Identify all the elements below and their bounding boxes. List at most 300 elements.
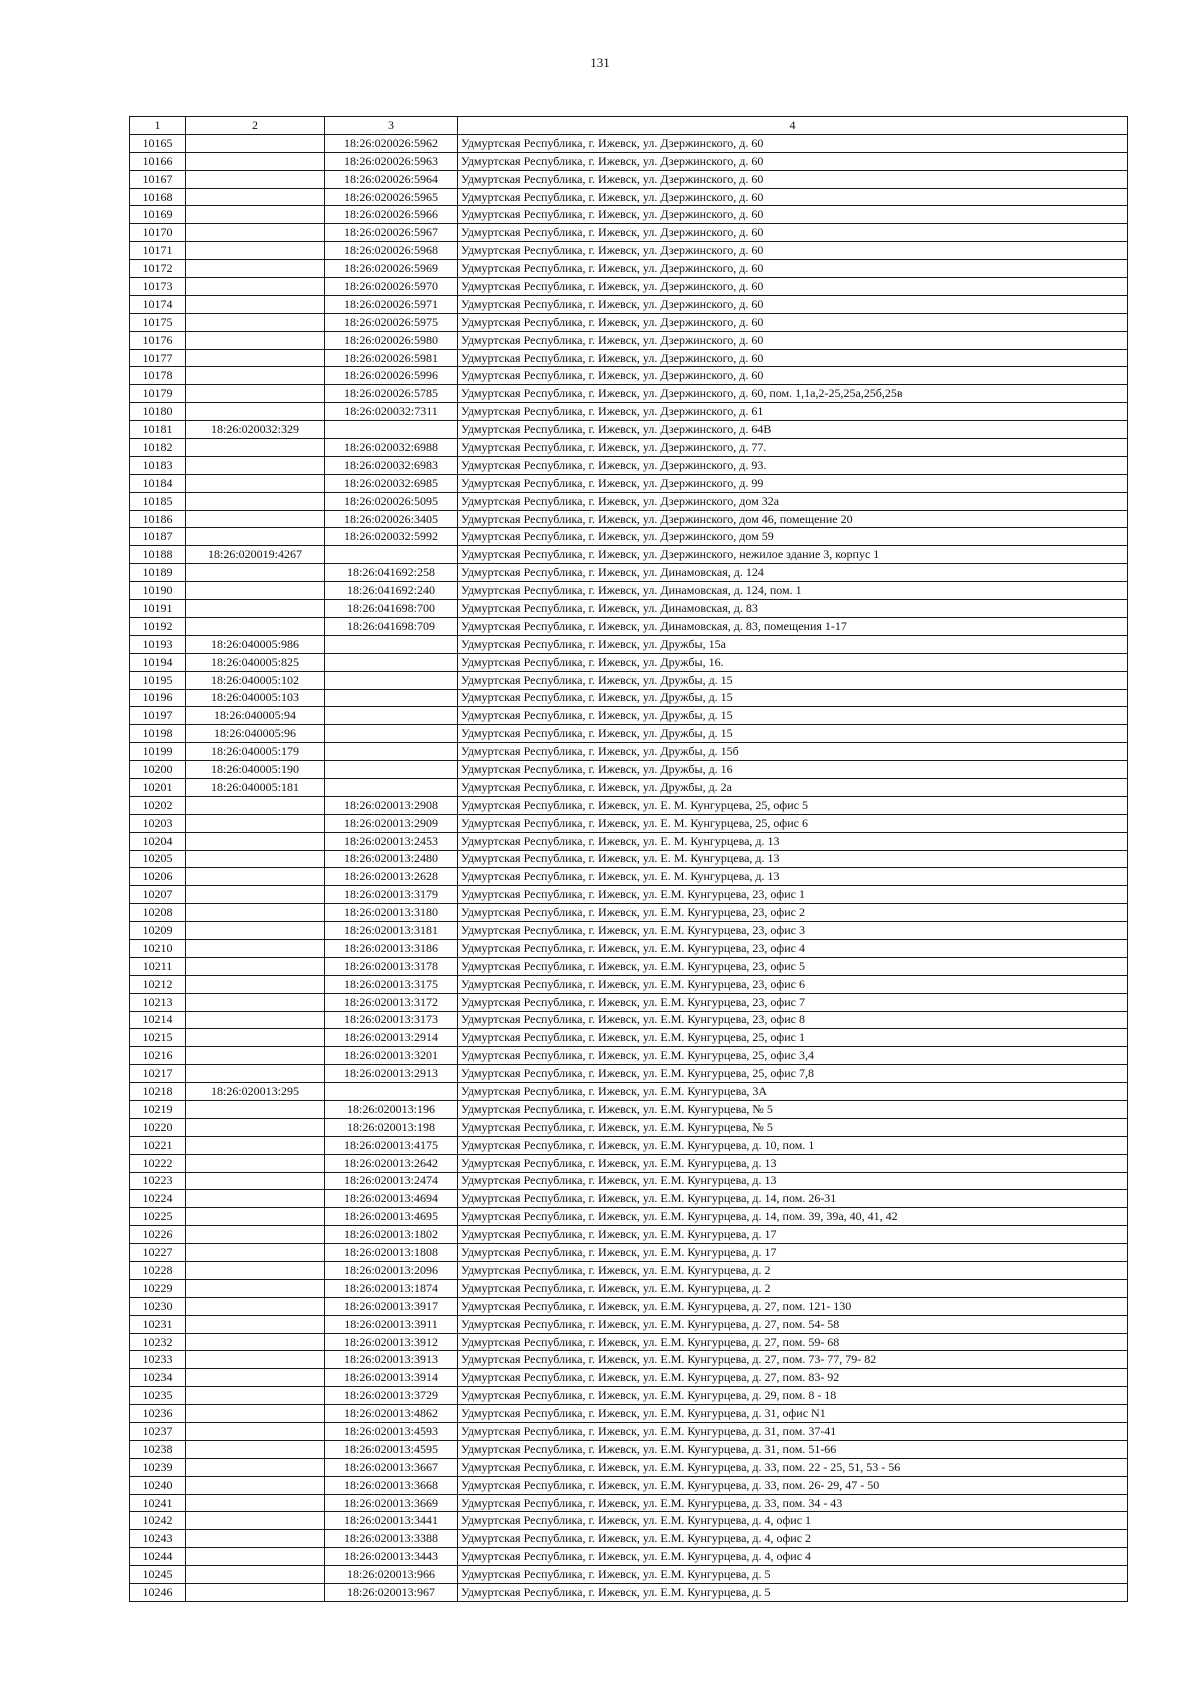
row-number-cell: 10210 — [130, 939, 186, 957]
land-cadastral-cell — [186, 456, 325, 474]
address-cell: Удмуртская Республика, г. Ижевск, ул. Дзержинского, д. 60 — [458, 260, 1128, 278]
table-row — [130, 939, 1128, 957]
table-row — [130, 1440, 1128, 1458]
row-number-cell: 10242 — [130, 1512, 186, 1530]
table-row — [130, 814, 1128, 832]
table-row — [130, 1423, 1128, 1441]
land-cadastral-cell — [186, 993, 325, 1011]
land-cadastral-cell — [186, 313, 325, 331]
address-cell: Удмуртская Республика, г. Ижевск, ул. Е.М. Кунгурцева, д. 5 — [458, 1584, 1128, 1602]
building-cadastral-cell: 18:26:020013:2642 — [325, 1154, 458, 1172]
table-row — [130, 564, 1128, 582]
land-cadastral-cell — [186, 278, 325, 296]
row-number-cell: 10177 — [130, 349, 186, 367]
table-row — [130, 260, 1128, 278]
land-cadastral-cell — [186, 1440, 325, 1458]
address-cell: Удмуртская Республика, г. Ижевск, ул. Е.М. Кунгурцева, 25, офис 1 — [458, 1029, 1128, 1047]
land-cadastral-cell — [186, 1279, 325, 1297]
building-cadastral-cell: 18:26:020026:5975 — [325, 313, 458, 331]
address-cell: Удмуртская Республика, г. Ижевск, ул. Е.М. Кунгурцева, д. 27, пом. 121- 130 — [458, 1297, 1128, 1315]
row-number-cell: 10199 — [130, 743, 186, 761]
land-cadastral-cell — [186, 403, 325, 421]
address-cell: Удмуртская Республика, г. Ижевск, ул. Е. М. Кунгурцева, 25, офис 6 — [458, 814, 1128, 832]
row-number-cell: 10228 — [130, 1262, 186, 1280]
building-cadastral-cell: 18:26:020013:196 — [325, 1100, 458, 1118]
building-cadastral-cell: 18:26:020032:5992 — [325, 528, 458, 546]
land-cadastral-cell — [186, 1512, 325, 1530]
address-cell: Удмуртская Республика, г. Ижевск, ул. Е.М. Кунгурцева, д. 31, пом. 37-41 — [458, 1423, 1128, 1441]
table-row — [130, 868, 1128, 886]
building-cadastral-cell — [325, 761, 458, 779]
building-cadastral-cell: 18:26:020013:3443 — [325, 1548, 458, 1566]
row-number-cell: 10176 — [130, 331, 186, 349]
land-cadastral-cell — [186, 1047, 325, 1065]
land-cadastral-cell — [186, 349, 325, 367]
row-number-cell: 10203 — [130, 814, 186, 832]
row-number-cell: 10223 — [130, 1172, 186, 1190]
row-number-cell: 10180 — [130, 403, 186, 421]
land-cadastral-cell — [186, 1566, 325, 1584]
building-cadastral-cell: 18:26:041698:709 — [325, 617, 458, 635]
table-row — [130, 188, 1128, 206]
address-cell: Удмуртская Республика, г. Ижевск, ул. Дружбы, д. 15б — [458, 743, 1128, 761]
row-number-cell: 10237 — [130, 1423, 186, 1441]
table-row — [130, 886, 1128, 904]
address-cell: Удмуртская Республика, г. Ижевск, ул. Дружбы, 16. — [458, 653, 1128, 671]
building-cadastral-cell: 18:26:020026:5095 — [325, 492, 458, 510]
land-cadastral-cell — [186, 582, 325, 600]
building-cadastral-cell: 18:26:020013:3201 — [325, 1047, 458, 1065]
table-row — [130, 1100, 1128, 1118]
land-cadastral-cell — [186, 224, 325, 242]
address-cell: Удмуртская Республика, г. Ижевск, ул. Дзержинского, д. 60 — [458, 188, 1128, 206]
building-cadastral-cell: 18:26:020026:5785 — [325, 385, 458, 403]
land-cadastral-cell — [186, 1548, 325, 1566]
address-cell: Удмуртская Республика, г. Ижевск, ул. Е.М. Кунгурцева, д. 2 — [458, 1279, 1128, 1297]
address-cell: Удмуртская Республика, г. Ижевск, ул. Е.М. Кунгурцева, 23, офис 3 — [458, 922, 1128, 940]
table-row — [130, 975, 1128, 993]
row-number-cell: 10241 — [130, 1494, 186, 1512]
address-cell: Удмуртская Республика, г. Ижевск, ул. Дзержинского, д. 60 — [458, 367, 1128, 385]
building-cadastral-cell: 18:26:020026:3405 — [325, 510, 458, 528]
table-row — [130, 582, 1128, 600]
row-number-cell: 10202 — [130, 796, 186, 814]
row-number-cell: 10184 — [130, 474, 186, 492]
row-number-cell: 10200 — [130, 761, 186, 779]
address-cell: Удмуртская Республика, г. Ижевск, ул. Е.М. Кунгурцева, 23, офис 4 — [458, 939, 1128, 957]
table-row — [130, 313, 1128, 331]
row-number-cell: 10229 — [130, 1279, 186, 1297]
building-cadastral-cell: 18:26:020013:3180 — [325, 904, 458, 922]
table-row — [130, 295, 1128, 313]
land-cadastral-cell — [186, 886, 325, 904]
row-number-cell: 10209 — [130, 922, 186, 940]
land-cadastral-cell — [186, 439, 325, 457]
land-cadastral-cell — [186, 1136, 325, 1154]
table-row — [130, 349, 1128, 367]
address-cell: Удмуртская Республика, г. Ижевск, ул. Е.М. Кунгурцева, д. 27, пом. 73- 77, 79- 82 — [458, 1351, 1128, 1369]
row-number-cell: 10245 — [130, 1566, 186, 1584]
table-row — [130, 600, 1128, 618]
building-cadastral-cell: 18:26:020013:1808 — [325, 1244, 458, 1262]
address-cell: Удмуртская Республика, г. Ижевск, ул. Е.М. Кунгурцева, д. 4, офис 1 — [458, 1512, 1128, 1530]
building-cadastral-cell — [325, 725, 458, 743]
table-row — [130, 1405, 1128, 1423]
row-number-cell: 10219 — [130, 1100, 186, 1118]
table-row — [130, 1029, 1128, 1047]
address-cell: Удмуртская Республика, г. Ижевск, ул. Е.М. Кунгурцева, д. 33, пом. 34 - 43 — [458, 1494, 1128, 1512]
land-cadastral-cell — [186, 528, 325, 546]
table-row — [130, 1566, 1128, 1584]
address-cell: Удмуртская Республика, г. Ижевск, ул. Е.М. Кунгурцева, д. 5 — [458, 1566, 1128, 1584]
land-cadastral-cell — [186, 492, 325, 510]
address-cell: Удмуртская Республика, г. Ижевск, ул. Динамовская, д. 83, помещения 1-17 — [458, 617, 1128, 635]
table-row — [130, 1530, 1128, 1548]
table-row — [130, 1136, 1128, 1154]
table-row — [130, 1548, 1128, 1566]
address-cell: Удмуртская Республика, г. Ижевск, ул. Е.М. Кунгурцева, 23, офис 8 — [458, 1011, 1128, 1029]
table-row — [130, 1190, 1128, 1208]
building-cadastral-cell: 18:26:020026:5981 — [325, 349, 458, 367]
land-cadastral-cell — [186, 832, 325, 850]
address-cell: Удмуртская Республика, г. Ижевск, ул. Е.М. Кунгурцева, д. 14, пом. 26-31 — [458, 1190, 1128, 1208]
land-cadastral-cell — [186, 600, 325, 618]
row-number-cell: 10244 — [130, 1548, 186, 1566]
land-cadastral-cell — [186, 188, 325, 206]
row-number-cell: 10227 — [130, 1244, 186, 1262]
land-cadastral-cell — [186, 1494, 325, 1512]
address-cell: Удмуртская Республика, г. Ижевск, ул. Дзержинского, д. 93. — [458, 456, 1128, 474]
address-cell: Удмуртская Республика, г. Ижевск, ул. Е.М. Кунгурцева, д. 33, пом. 22 - 25, 51, 53 - 56 — [458, 1458, 1128, 1476]
row-number-cell: 10165 — [130, 134, 186, 152]
row-number-cell: 10235 — [130, 1387, 186, 1405]
row-number-cell: 10173 — [130, 278, 186, 296]
building-cadastral-cell — [325, 778, 458, 796]
building-cadastral-cell: 18:26:020013:2480 — [325, 850, 458, 868]
address-cell: Удмуртская Республика, г. Ижевск, ул. Е.М. Кунгурцева, д. 33, пом. 26- 29, 47 - 50 — [458, 1476, 1128, 1494]
table-row — [130, 850, 1128, 868]
land-cadastral-cell — [186, 134, 325, 152]
land-cadastral-cell — [186, 242, 325, 260]
land-cadastral-cell: 18:26:040005:179 — [186, 743, 325, 761]
table-row — [130, 134, 1128, 152]
row-number-cell: 10196 — [130, 689, 186, 707]
table-row — [130, 1011, 1128, 1029]
row-number-cell: 10170 — [130, 224, 186, 242]
table-row — [130, 278, 1128, 296]
building-cadastral-cell: 18:26:020013:4862 — [325, 1405, 458, 1423]
address-cell: Удмуртская Республика, г. Ижевск, ул. Дзержинского, д. 60 — [458, 331, 1128, 349]
table-row — [130, 707, 1128, 725]
building-cadastral-cell: 18:26:020013:3178 — [325, 957, 458, 975]
building-cadastral-cell: 18:26:020013:4694 — [325, 1190, 458, 1208]
table-row — [130, 1351, 1128, 1369]
land-cadastral-cell — [186, 868, 325, 886]
table-row — [130, 403, 1128, 421]
table-row — [130, 1065, 1128, 1083]
building-cadastral-cell: 18:26:020013:3388 — [325, 1530, 458, 1548]
address-cell: Удмуртская Республика, г. Ижевск, ул. Е.М. Кунгурцева, д. 17 — [458, 1226, 1128, 1244]
land-cadastral-cell — [186, 1029, 325, 1047]
table-row — [130, 617, 1128, 635]
address-cell: Удмуртская Республика, г. Ижевск, ул. Дружбы, д. 15 — [458, 671, 1128, 689]
address-cell: Удмуртская Республика, г. Ижевск, ул. Дзержинского, д. 60 — [458, 206, 1128, 224]
table-row — [130, 385, 1128, 403]
address-cell: Удмуртская Республика, г. Ижевск, ул. Дружбы, д. 15 — [458, 707, 1128, 725]
address-cell: Удмуртская Республика, г. Ижевск, ул. Дружбы, д. 16 — [458, 761, 1128, 779]
table-row — [130, 367, 1128, 385]
land-cadastral-cell — [186, 922, 325, 940]
row-number-cell: 10181 — [130, 421, 186, 439]
address-cell: Удмуртская Республика, г. Ижевск, ул. Е.М. Кунгурцева, 3А — [458, 1083, 1128, 1101]
building-cadastral-cell: 18:26:020032:6983 — [325, 456, 458, 474]
land-cadastral-cell — [186, 939, 325, 957]
land-cadastral-cell — [186, 1065, 325, 1083]
row-number-cell: 10197 — [130, 707, 186, 725]
land-cadastral-cell — [186, 474, 325, 492]
address-cell: Удмуртская Республика, г. Ижевск, ул. Дзержинского, д. 60 — [458, 152, 1128, 170]
building-cadastral-cell: 18:26:020032:6988 — [325, 439, 458, 457]
row-number-cell: 10198 — [130, 725, 186, 743]
building-cadastral-cell: 18:26:020013:3172 — [325, 993, 458, 1011]
row-number-cell: 10231 — [130, 1315, 186, 1333]
land-cadastral-cell — [186, 206, 325, 224]
land-cadastral-cell: 18:26:040005:986 — [186, 635, 325, 653]
building-cadastral-cell: 18:26:020026:5968 — [325, 242, 458, 260]
row-number-cell: 10234 — [130, 1369, 186, 1387]
land-cadastral-cell — [186, 367, 325, 385]
land-cadastral-cell — [186, 331, 325, 349]
address-cell: Удмуртская Республика, г. Ижевск, ул. Е.М. Кунгурцева, 25, офис 3,4 — [458, 1047, 1128, 1065]
row-number-cell: 10187 — [130, 528, 186, 546]
column-header-3: 3 — [325, 117, 458, 135]
land-cadastral-cell — [186, 1476, 325, 1494]
land-cadastral-cell — [186, 170, 325, 188]
land-cadastral-cell — [186, 1154, 325, 1172]
address-cell: Удмуртская Республика, г. Ижевск, ул. Дзержинского, д. 77. — [458, 439, 1128, 457]
table-row — [130, 474, 1128, 492]
table-row — [130, 510, 1128, 528]
table-row — [130, 1476, 1128, 1494]
building-cadastral-cell: 18:26:020013:3667 — [325, 1458, 458, 1476]
building-cadastral-cell: 18:26:020013:2453 — [325, 832, 458, 850]
building-cadastral-cell: 18:26:020013:1874 — [325, 1279, 458, 1297]
table-row — [130, 1154, 1128, 1172]
building-cadastral-cell — [325, 653, 458, 671]
table-row — [130, 242, 1128, 260]
building-cadastral-cell: 18:26:020013:3669 — [325, 1494, 458, 1512]
address-cell: Удмуртская Республика, г. Ижевск, ул. Дружбы, д. 15 — [458, 689, 1128, 707]
building-cadastral-cell: 18:26:020026:5996 — [325, 367, 458, 385]
address-cell: Удмуртская Республика, г. Ижевск, ул. Дзержинского, д. 60 — [458, 170, 1128, 188]
row-number-cell: 10206 — [130, 868, 186, 886]
table-row — [130, 331, 1128, 349]
building-cadastral-cell: 18:26:020026:5969 — [325, 260, 458, 278]
building-cadastral-cell: 18:26:020026:5965 — [325, 188, 458, 206]
register-body — [130, 134, 1128, 1601]
land-cadastral-cell: 18:26:040005:181 — [186, 778, 325, 796]
building-cadastral-cell: 18:26:041692:258 — [325, 564, 458, 582]
row-number-cell: 10168 — [130, 188, 186, 206]
address-cell: Удмуртская Республика, г. Ижевск, ул. Е.М. Кунгурцева, 25, офис 7,8 — [458, 1065, 1128, 1083]
land-cadastral-cell: 18:26:040005:102 — [186, 671, 325, 689]
land-cadastral-cell — [186, 1530, 325, 1548]
row-number-cell: 10207 — [130, 886, 186, 904]
address-cell: Удмуртская Республика, г. Ижевск, ул. Е.М. Кунгурцева, 23, офис 2 — [458, 904, 1128, 922]
building-cadastral-cell: 18:26:020013:3186 — [325, 939, 458, 957]
land-cadastral-cell — [186, 1100, 325, 1118]
row-number-cell: 10174 — [130, 295, 186, 313]
address-cell: Удмуртская Республика, г. Ижевск, ул. Е. М. Кунгурцева, д. 13 — [458, 868, 1128, 886]
table-row — [130, 993, 1128, 1011]
row-number-cell: 10188 — [130, 546, 186, 564]
address-cell: Удмуртская Республика, г. Ижевск, ул. Е.М. Кунгурцева, д. 13 — [458, 1154, 1128, 1172]
table-row — [130, 653, 1128, 671]
row-number-cell: 10218 — [130, 1083, 186, 1101]
land-cadastral-cell: 18:26:040005:103 — [186, 689, 325, 707]
land-cadastral-cell — [186, 385, 325, 403]
address-cell: Удмуртская Республика, г. Ижевск, ул. Е.М. Кунгурцева, д. 27, пом. 59- 68 — [458, 1333, 1128, 1351]
row-number-cell: 10238 — [130, 1440, 186, 1458]
building-cadastral-cell: 18:26:020013:2628 — [325, 868, 458, 886]
building-cadastral-cell: 18:26:020013:3912 — [325, 1333, 458, 1351]
land-cadastral-cell — [186, 850, 325, 868]
land-cadastral-cell — [186, 814, 325, 832]
land-cadastral-cell: 18:26:040005:825 — [186, 653, 325, 671]
land-cadastral-cell — [186, 796, 325, 814]
row-number-cell: 10221 — [130, 1136, 186, 1154]
land-cadastral-cell — [186, 1297, 325, 1315]
row-number-cell: 10208 — [130, 904, 186, 922]
land-cadastral-cell — [186, 1315, 325, 1333]
table-row — [130, 689, 1128, 707]
table-row — [130, 778, 1128, 796]
table-row — [130, 725, 1128, 743]
building-cadastral-cell: 18:26:020013:2474 — [325, 1172, 458, 1190]
building-cadastral-cell: 18:26:020013:4593 — [325, 1423, 458, 1441]
table-row — [130, 904, 1128, 922]
table-row — [130, 170, 1128, 188]
table-row — [130, 421, 1128, 439]
building-cadastral-cell: 18:26:020026:5963 — [325, 152, 458, 170]
table-row — [130, 224, 1128, 242]
building-cadastral-cell: 18:26:020013:3911 — [325, 1315, 458, 1333]
row-number-cell: 10195 — [130, 671, 186, 689]
column-header-4: 4 — [458, 117, 1128, 135]
row-number-cell: 10214 — [130, 1011, 186, 1029]
address-cell: Удмуртская Республика, г. Ижевск, ул. Е.М. Кунгурцева, д. 31, пом. 51-66 — [458, 1440, 1128, 1458]
address-cell: Удмуртская Республика, г. Ижевск, ул. Е. М. Кунгурцева, д. 13 — [458, 850, 1128, 868]
address-cell: Удмуртская Республика, г. Ижевск, ул. Дружбы, 15а — [458, 635, 1128, 653]
table-row — [130, 456, 1128, 474]
address-cell: Удмуртская Республика, г. Ижевск, ул. Динамовская, д. 124, пом. 1 — [458, 582, 1128, 600]
building-cadastral-cell: 18:26:020013:3914 — [325, 1369, 458, 1387]
row-number-cell: 10190 — [130, 582, 186, 600]
table-row — [130, 761, 1128, 779]
row-number-cell: 10232 — [130, 1333, 186, 1351]
row-number-cell: 10226 — [130, 1226, 186, 1244]
land-cadastral-cell — [186, 1172, 325, 1190]
row-number-cell: 10175 — [130, 313, 186, 331]
column-header-2: 2 — [186, 117, 325, 135]
row-number-cell: 10166 — [130, 152, 186, 170]
building-cadastral-cell: 18:26:020013:3175 — [325, 975, 458, 993]
land-cadastral-cell — [186, 260, 325, 278]
building-cadastral-cell: 18:26:020026:5962 — [325, 134, 458, 152]
building-cadastral-cell: 18:26:020013:198 — [325, 1118, 458, 1136]
row-number-cell: 10183 — [130, 456, 186, 474]
land-cadastral-cell — [186, 957, 325, 975]
address-cell: Удмуртская Республика, г. Ижевск, ул. Дзержинского, дом 59 — [458, 528, 1128, 546]
address-cell: Удмуртская Республика, г. Ижевск, ул. Дзержинского, д. 60 — [458, 349, 1128, 367]
address-cell: Удмуртская Республика, г. Ижевск, ул. Дзержинского, дом 46, помещение 20 — [458, 510, 1128, 528]
address-cell: Удмуртская Республика, г. Ижевск, ул. Е.М. Кунгурцева, д. 14, пом. 39, 39а, 40, 41, 42 — [458, 1208, 1128, 1226]
table-row — [130, 206, 1128, 224]
table-row — [130, 1262, 1128, 1280]
address-cell: Удмуртская Республика, г. Ижевск, ул. Е.М. Кунгурцева, 23, офис 1 — [458, 886, 1128, 904]
land-cadastral-cell — [186, 1333, 325, 1351]
row-number-cell: 10182 — [130, 439, 186, 457]
table-row — [130, 492, 1128, 510]
land-cadastral-cell — [186, 1190, 325, 1208]
address-cell: Удмуртская Республика, г. Ижевск, ул. Е.М. Кунгурцева, 23, офис 5 — [458, 957, 1128, 975]
address-cell: Удмуртская Республика, г. Ижевск, ул. Е.М. Кунгурцева, № 5 — [458, 1118, 1128, 1136]
table-row — [130, 1118, 1128, 1136]
building-cadastral-cell: 18:26:020026:5970 — [325, 278, 458, 296]
building-cadastral-cell: 18:26:020013:4175 — [325, 1136, 458, 1154]
building-cadastral-cell: 18:26:020026:5971 — [325, 295, 458, 313]
land-cadastral-cell: 18:26:020032:329 — [186, 421, 325, 439]
table-row — [130, 1172, 1128, 1190]
address-cell: Удмуртская Республика, г. Ижевск, ул. Дзержинского, д. 60 — [458, 134, 1128, 152]
table-header-row — [130, 117, 1128, 135]
address-cell: Удмуртская Республика, г. Ижевск, ул. Динамовская, д. 83 — [458, 600, 1128, 618]
row-number-cell: 10194 — [130, 653, 186, 671]
address-cell: Удмуртская Республика, г. Ижевск, ул. Дзержинского, д. 60 — [458, 278, 1128, 296]
table-row — [130, 796, 1128, 814]
land-cadastral-cell: 18:26:040005:96 — [186, 725, 325, 743]
address-cell: Удмуртская Республика, г. Ижевск, ул. Дружбы, д. 2а — [458, 778, 1128, 796]
building-cadastral-cell: 18:26:020013:3173 — [325, 1011, 458, 1029]
building-cadastral-cell: 18:26:020026:5980 — [325, 331, 458, 349]
address-cell: Удмуртская Республика, г. Ижевск, ул. Е.М. Кунгурцева, д. 17 — [458, 1244, 1128, 1262]
table-row — [130, 439, 1128, 457]
land-cadastral-cell — [186, 1423, 325, 1441]
building-cadastral-cell: 18:26:020013:4695 — [325, 1208, 458, 1226]
table-row — [130, 743, 1128, 761]
land-cadastral-cell — [186, 1369, 325, 1387]
building-cadastral-cell: 18:26:020032:7311 — [325, 403, 458, 421]
table-row — [130, 671, 1128, 689]
address-cell: Удмуртская Республика, г. Ижевск, ул. Е.М. Кунгурцева, д. 10, пом. 1 — [458, 1136, 1128, 1154]
row-number-cell: 10239 — [130, 1458, 186, 1476]
land-cadastral-cell — [186, 295, 325, 313]
address-cell: Удмуртская Республика, г. Ижевск, ул. Дзержинского, д. 60 — [458, 295, 1128, 313]
register-table — [129, 116, 1128, 1602]
address-cell: Удмуртская Республика, г. Ижевск, ул. Дзержинского, д. 64В — [458, 421, 1128, 439]
building-cadastral-cell — [325, 1083, 458, 1101]
address-cell: Удмуртская Республика, г. Ижевск, ул. Е. М. Кунгурцева, д. 13 — [458, 832, 1128, 850]
row-number-cell: 10204 — [130, 832, 186, 850]
building-cadastral-cell: 18:26:020013:3729 — [325, 1387, 458, 1405]
row-number-cell: 10213 — [130, 993, 186, 1011]
building-cadastral-cell: 18:26:020013:1802 — [325, 1226, 458, 1244]
table-row — [130, 1083, 1128, 1101]
building-cadastral-cell: 18:26:020013:3913 — [325, 1351, 458, 1369]
building-cadastral-cell: 18:26:041698:700 — [325, 600, 458, 618]
land-cadastral-cell — [186, 564, 325, 582]
land-cadastral-cell — [186, 1118, 325, 1136]
